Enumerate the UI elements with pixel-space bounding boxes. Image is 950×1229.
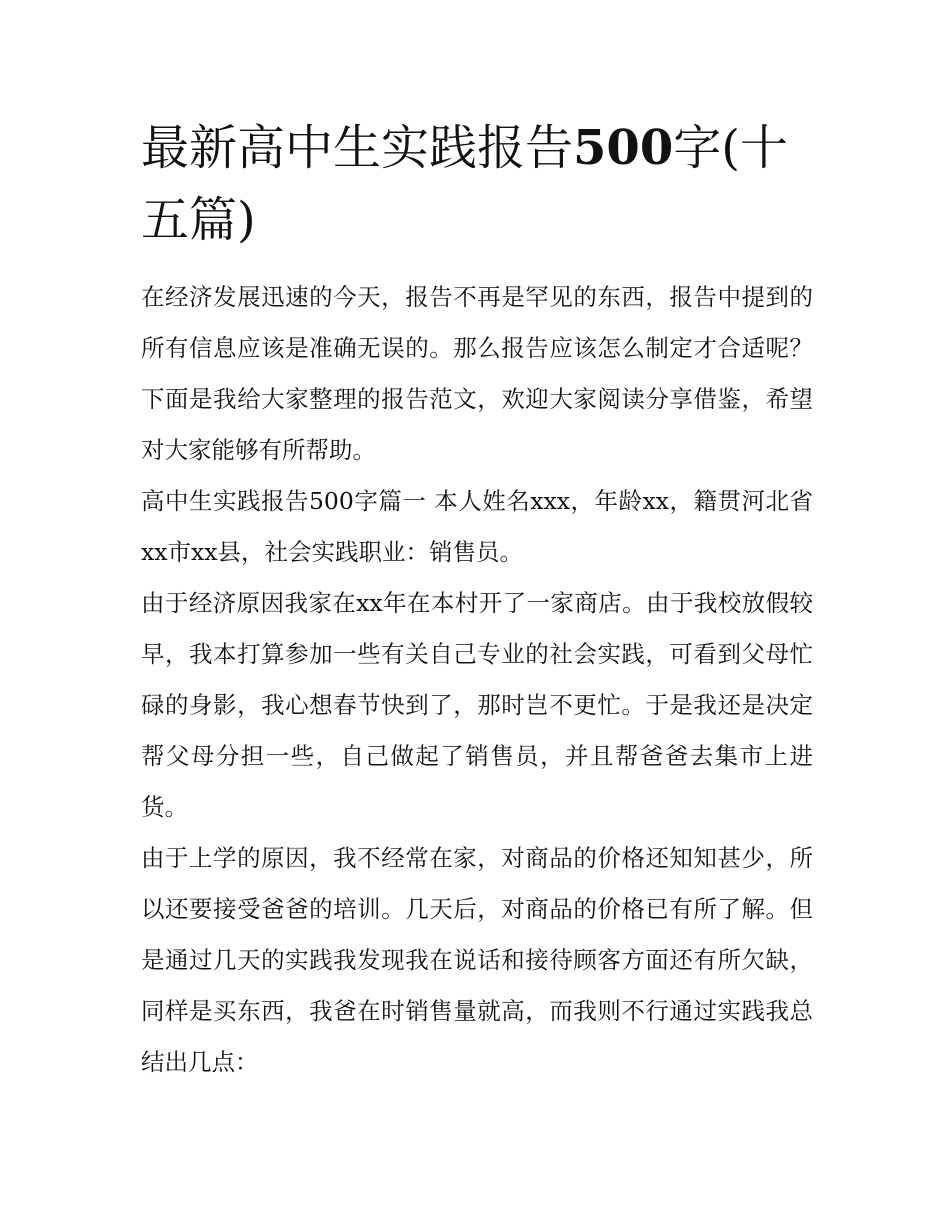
body-paragraph: 高中生实践报告500字篇一 本人姓名xxx，年龄xx，籍贯河北省xx市xx县，社会实践职业：销售员。 bbox=[141, 487, 813, 566]
document-title bbox=[141, 112, 813, 256]
document-page bbox=[141, 112, 813, 1088]
title-text-part1: 最新高中生实践报告 bbox=[141, 120, 574, 176]
title-number: 500 bbox=[573, 120, 674, 176]
title-text-part2: 字(十五篇) bbox=[141, 120, 788, 248]
body-paragraph: 由于上学的原因，我不经常在家，对商品的价格还知知甚少，所以还要接受爸爸的培训。几天后，对商品的价格已有所了解。但是通过几天的实践我发现我在说话和接待顾客方面还有所欠缺，同样是买东西，我爸在时销售量就高，而我则不行通过实践我总结出几点： bbox=[141, 844, 813, 1076]
body-paragraph: 由于经济原因我家在xx年在本村开了一家商店。由于我校放假较早，我本打算参加一些有关自己专业的社会实践，可看到父母忙碌的身影，我心想春节快到了，那时岂不更忙。于是我还是决定帮父母分担一些，自己做起了销售员，并且帮爸爸去集市上进货。 bbox=[141, 589, 813, 821]
intro-paragraph: 在经济发展迅速的今天，报告不再是罕见的东西，报告中提到的所有信息应该是准确无误的。那么报告应该怎么制定才合适呢？下面是我给大家整理的报告范文，欢迎大家阅读分享借鉴，希望对大家能够有所帮助。 bbox=[141, 283, 813, 464]
